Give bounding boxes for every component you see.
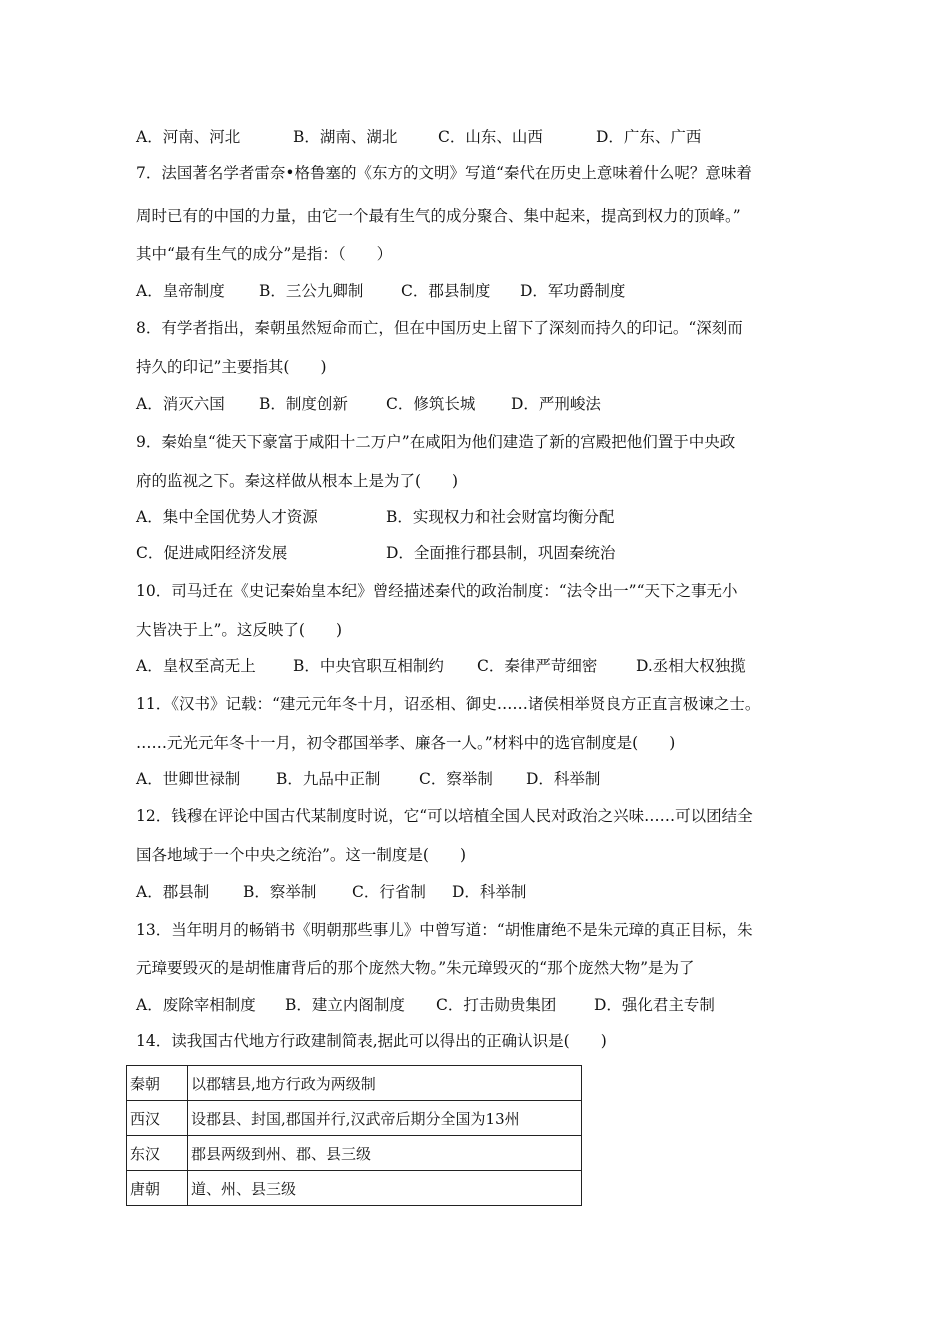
q7-stem-line-1: 7．法国著名学者雷奈•格鲁塞的《东方的文明》写道“秦代在历史上意味着什么呢？意味着 <box>136 164 752 182</box>
q13-stem-line-2: 元璋要毁灭的是胡惟庸背后的那个庞然大物。”朱元璋毁灭的“那个庞然大物”是为了 <box>136 959 695 977</box>
dynasty-cell: 秦朝 <box>127 1066 188 1101</box>
q9-option-b[interactable]: B．实现权力和社会财富均衡分配 <box>386 508 615 526</box>
q6-option-d[interactable]: D．广东、广西 <box>596 128 702 146</box>
q12-option-c[interactable]: C．行省制 <box>352 883 426 901</box>
q9-option-a[interactable]: A．集中全国优势人才资源 <box>136 508 318 526</box>
table-row <box>127 1171 582 1206</box>
q6-option-a[interactable]: A．河南、河北 <box>136 128 241 146</box>
q7-option-a[interactable]: A．皇帝制度 <box>136 282 225 300</box>
q9-option-c[interactable]: C．促进咸阳经济发展 <box>136 544 288 562</box>
q13-option-c[interactable]: C．打击勋贵集团 <box>436 996 557 1014</box>
dynasty-cell: 唐朝 <box>127 1171 188 1206</box>
q11-option-a[interactable]: A．世卿世禄制 <box>136 770 241 788</box>
q10-option-d[interactable]: D.丞相大权独揽 <box>636 657 746 675</box>
dynasty-cell: 东汉 <box>127 1136 188 1171</box>
q11-option-c[interactable]: C．察举制 <box>419 770 493 788</box>
q7-option-c[interactable]: C．郡县制度 <box>401 282 491 300</box>
q12-option-a[interactable]: A．郡县制 <box>136 883 210 901</box>
q14-stem-line-1: 14．读我国古代地方行政建制简表,据此可以得出的正确认识是( ) <box>136 1032 607 1050</box>
table-row <box>127 1066 582 1101</box>
q13-option-d[interactable]: D．强化君主专制 <box>594 996 715 1014</box>
q12-stem-line-1: 12．钱穆在评论中国古代某制度时说，它“可以培植全国人民对政治之兴味……可以团结全 <box>136 807 753 825</box>
q6-option-c[interactable]: C．山东、山西 <box>438 128 543 146</box>
q6-option-b[interactable]: B．湖南、湖北 <box>293 128 398 146</box>
q11-option-d[interactable]: D．科举制 <box>526 770 601 788</box>
q12-option-d[interactable]: D．科举制 <box>452 883 527 901</box>
q8-option-d[interactable]: D．严刑峻法 <box>511 395 601 413</box>
q10-stem-line-1: 10．司马迁在《史记秦始皇本纪》曾经描述秦代的政治制度：“法令出一”“天下之事无小 <box>136 582 738 600</box>
q11-stem-line-2: ……元光元年冬十一月，初令郡国举孝、廉各一人。”材料中的选官制度是( ) <box>136 734 676 752</box>
q11-option-b[interactable]: B．九品中正制 <box>276 770 381 788</box>
q9-stem-line-1: 9．秦始皇“徙天下豪富于咸阳十二万户”在咸阳为他们建造了新的宫殿把他们置于中央政 <box>136 433 736 451</box>
system-cell: 设郡县、封国,郡国并行,汉武帝后期分全国为13州 <box>188 1101 582 1136</box>
q12-stem-line-2: 国各地域于一个中央之统治”。这一制度是( ) <box>136 846 467 864</box>
system-cell: 郡县两级到州、郡、县三级 <box>188 1136 582 1171</box>
q8-stem-line-1: 8．有学者指出，秦朝虽然短命而亡，但在中国历史上留下了深刻而持久的印记。“深刻而 <box>136 319 743 337</box>
q8-option-b[interactable]: B．制度创新 <box>259 395 348 413</box>
q13-option-a[interactable]: A．废除宰相制度 <box>136 996 256 1014</box>
q10-option-a[interactable]: A．皇权至高无上 <box>136 657 256 675</box>
q9-option-d[interactable]: D．全面推行郡县制，巩固秦统治 <box>386 544 616 562</box>
q8-stem-line-2: 持久的印记”主要指其( ) <box>136 358 327 376</box>
q11-stem-line-1: 11．《汉书》记载：“建元元年冬十月，诏丞相、御史……诸侯相举贤良方正直言极谏之士。 <box>136 695 761 713</box>
q7-stem-line-3: 其中“最有生气的成分”是指：（ ） <box>136 245 393 263</box>
table-row <box>127 1136 582 1171</box>
q10-stem-line-2: 大皆决于上”。这反映了( ) <box>136 621 343 639</box>
q9-stem-line-2: 府的监视之下。秦这样做从根本上是为了( ) <box>136 472 459 490</box>
q10-option-b[interactable]: B．中央官职互相制约 <box>293 657 444 675</box>
q13-stem-line-1: 13．当年明月的畅销书《明朝那些事儿》中曾写道：“胡惟庸绝不是朱元璋的真正目标，朱 <box>136 921 753 939</box>
admin-system-table <box>126 1065 582 1206</box>
system-cell: 以郡辖县,地方行政为两级制 <box>188 1066 582 1101</box>
q7-option-d[interactable]: D．军功爵制度 <box>520 282 626 300</box>
q8-option-a[interactable]: A．消灭六国 <box>136 395 225 413</box>
q13-option-b[interactable]: B．建立内阁制度 <box>285 996 405 1014</box>
q7-stem-line-2: 周时已有的中国的力量，由它一个最有生气的成分聚合、集中起来，提高到权力的顶峰。” <box>136 207 741 225</box>
dynasty-cell: 西汉 <box>127 1101 188 1136</box>
q8-option-c[interactable]: C．修筑长城 <box>386 395 476 413</box>
system-cell: 道、州、县三级 <box>188 1171 582 1206</box>
q7-option-b[interactable]: B．三公九卿制 <box>259 282 364 300</box>
q12-option-b[interactable]: B．察举制 <box>243 883 317 901</box>
q10-option-c[interactable]: C．秦律严苛细密 <box>477 657 598 675</box>
table-row <box>127 1101 582 1136</box>
